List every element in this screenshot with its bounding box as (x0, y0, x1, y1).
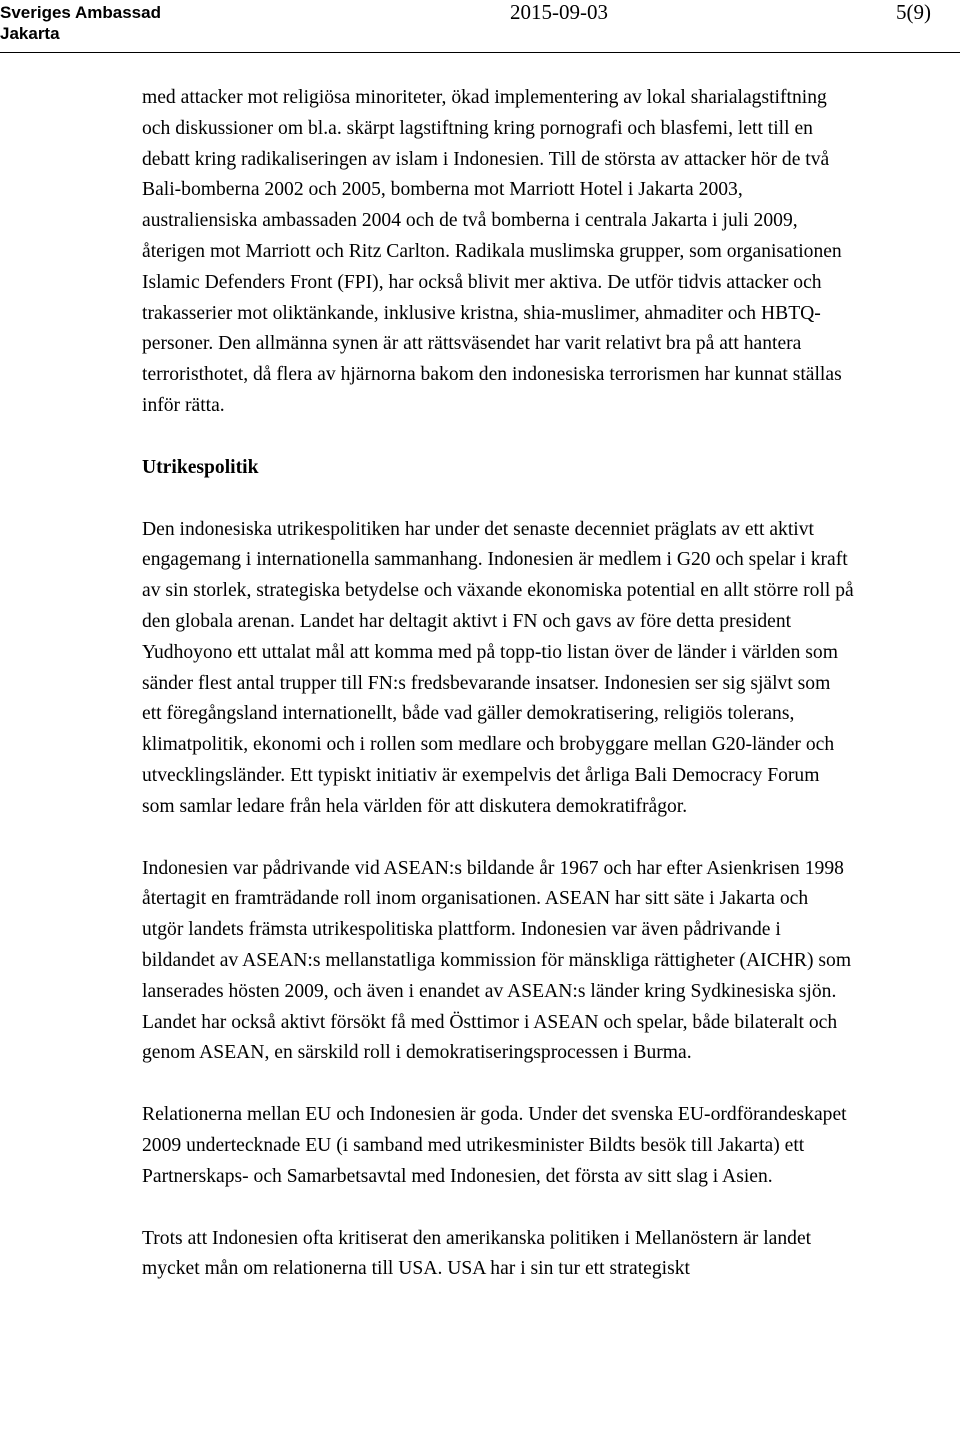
page-header (0, 0, 960, 52)
header-org-line1: Sveriges Ambassad (0, 3, 161, 22)
section-heading-utrikespolitik: Utrikespolitik (142, 456, 259, 478)
paragraph-asean: Indonesien var pådrivande vid ASEAN:s bildande år 1967 och har efter Asienkrisen 1998 återtagit en framträdande roll inom organisationen. ASEAN har sitt säte i Jakarta och utgör landets främsta utrikespolitiska plattform. Indonesien var även pådrivande i bildandet av ASEAN:s mellanstatliga kommission för mänskliga rättigheter (AICHR) som lanserades hösten 2009, och även i enandet av ASEAN:s länder kring Sydkinesiska sjön. Landet har också aktivt försökt få med Östtimor i ASEAN och spelar, både bilateralt och genom ASEAN, en särskild roll i demokratiseringsprocessen i Burma. (142, 857, 852, 1064)
header-divider (0, 52, 960, 53)
paragraph-usa-relations: Trots att Indonesien ofta kritiserat den amerikanska politiken i Mellanöstern är landet mycket mån om relationerna till USA. USA har i sin tur ett strategiskt (142, 1227, 812, 1280)
paragraph-eu-relations: Relationerna mellan EU och Indonesien är goda. Under det svenska EU-ordförandeskapet 2009 undertecknade EU (i samband med utrikesminister Bildts besök till Jakarta) ett Partnerskaps- och Samarbetsavtal med Indonesien, det första av sitt slag i Asien. (142, 1104, 847, 1187)
paragraph-foreign-policy: Den indonesiska utrikespolitiken har under det senaste decenniet präglats av ett aktivt engagemang i internationella sammanhang. Indonesien är medlem i G20 och spelar i kraft av sin storlek, strategiska betydelse och växande ekonomiska potential en allt större roll på den globala arenan. Landet har deltagit aktivt i FN och gavs av före detta president Yudhoyono ett uttalat mål att komma med på topp-tio listan över de länder i världen som sänder flest antal trupper till FN:s fredsbevarande insatser. Indonesien ser sig självt som ett föregångsland internationellt, både vad gäller demokratisering, religiös tolerans, klimatpolitik, ekonomi och i rollen som medlare och brobyggare mellan G20-länder och utvecklingsländer. Ett typiskt initiativ är exempelvis det årliga Bali Democracy Forum som samlar ledare från hela världen för att diskutera demokratifrågor. (142, 518, 854, 817)
header-org-line2: Jakarta (0, 24, 60, 43)
header-date: 2015-09-03 (510, 0, 608, 24)
paragraph-terrorism: med attacker mot religiösa minoriteter, ökad implementering av lokal sharialagstiftning och diskussioner om bl.a. skärpt lagstiftning kring pornografi och blasfemi, lett till en debatt kring radikaliseringen av islam i Indonesien. Till de största av attacker hör de två Bali-bomberna 2002 och 2005, bomberna mot Marriott Hotel i Jakarta 2003, australiensiska ambassaden 2004 och de två bomberna i centrala Jakarta i juli 2009, återigen mot Marriott och Ritz Carlton. Radikala muslimska grupper, som organisationen Islamic Defenders Front (FPI), har också blivit mer aktiva. De utför tidvis attacker och trakasserier mot oliktänkande, inklusive kristna, shia-muslimer, ahmaditer och HBTQ-personer. Den allmänna synen är att rättsväsendet har varit relativt bra på att hantera terroristhotet, då flera av hjärnorna bakom den indonesiska terrorismen har kunnat ställas inför rätta. (142, 87, 842, 416)
header-page-number: 5(9) (896, 0, 931, 24)
document-body (142, 83, 854, 1285)
header-organization (0, 2, 161, 44)
